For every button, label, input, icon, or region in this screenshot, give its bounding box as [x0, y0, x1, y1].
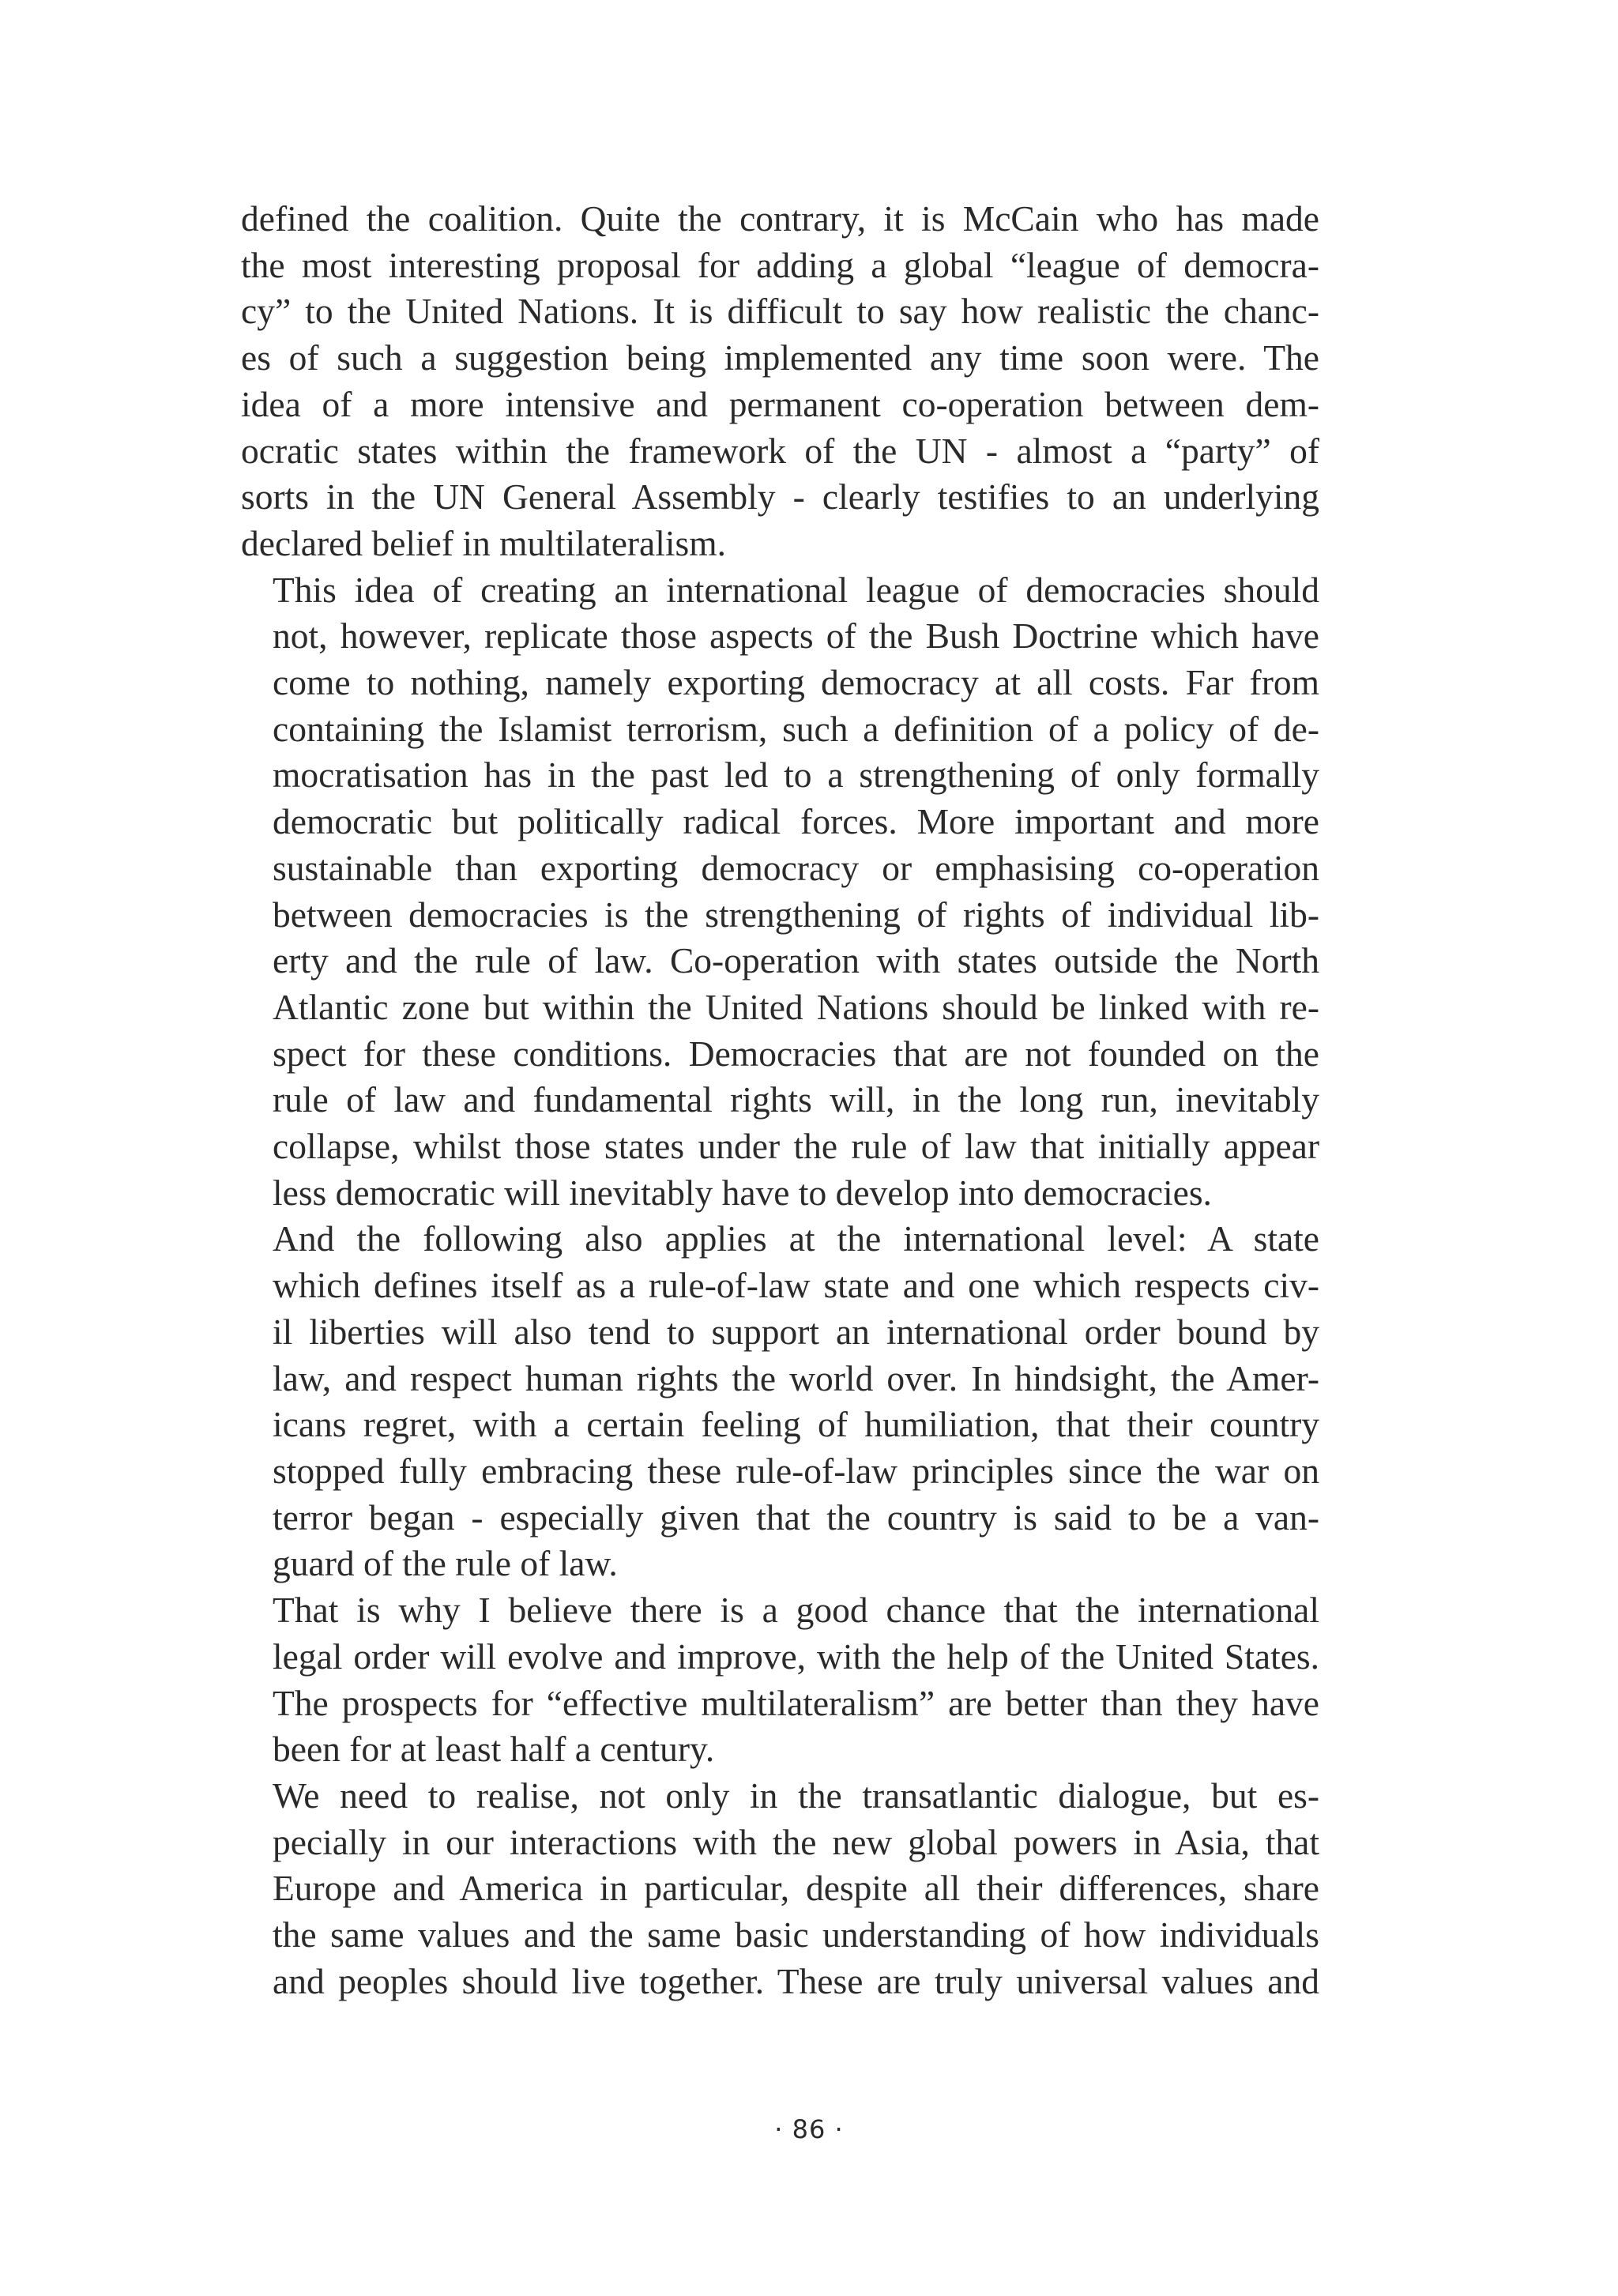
- text-line: the most interesting proposal for adding a global “league of democra-: [241, 244, 1319, 285]
- paragraph-1: [241, 196, 1319, 567]
- text-line: rule of law and fundamental rights will, in the long run, inevitably: [273, 1079, 1319, 1120]
- text-line: legal order will evolve and improve, with the help of the United States.: [273, 1635, 1319, 1677]
- text-line: cy” to the United Nations. It is difficult to say how realistic the chanc-: [241, 291, 1319, 332]
- text-line: law, and respect human rights the world over. In hindsight, the Amer-: [273, 1357, 1319, 1398]
- text-line: been for at least half a century.: [273, 1729, 715, 1770]
- text-line: The prospects for “effective multilateralism” are better than they have: [273, 1682, 1319, 1723]
- text-line: less democratic will inevitably have to develop into democracies.: [273, 1172, 1212, 1213]
- text-line: guard of the rule of law.: [273, 1543, 618, 1584]
- text-line: defined the coalition. Quite the contrary, it is McCain who has made: [241, 198, 1319, 239]
- text-line: pecially in our interactions with the new global powers in Asia, that: [273, 1821, 1319, 1862]
- text-line: idea of a more intensive and permanent co-operation between dem-: [241, 383, 1319, 424]
- text-line: mocratisation has in the past led to a strengthening of only formally: [273, 755, 1319, 796]
- text-line: We need to realise, not only in the transatlantic dialogue, but es-: [273, 1775, 1319, 1816]
- text-line: terror began - especially given that the country is said to be a van-: [273, 1496, 1319, 1538]
- text-line: and peoples should live together. These are truly universal values and: [273, 1960, 1319, 2001]
- paragraph-4: [241, 1587, 1319, 1773]
- text-line: containing the Islamist terrorism, such a definition of a policy of de-: [273, 708, 1319, 749]
- page-number: · 86 ·: [774, 2114, 844, 2144]
- text-line: icans regret, with a certain feeling of humiliation, that their country: [273, 1404, 1319, 1445]
- text-line: between democracies is the strengthening of rights of individual lib-: [273, 894, 1319, 935]
- text-line: which defines itself as a rule-of-law state and one which respects civ-: [273, 1265, 1319, 1306]
- text-line: democratic but politically radical forces. More important and more: [273, 801, 1319, 842]
- paragraph-3: [241, 1216, 1319, 1587]
- text-line: Europe and America in particular, despite all their differences, share: [273, 1868, 1319, 1909]
- text-line: collapse, whilst those states under the rule of law that initially appear: [273, 1126, 1319, 1167]
- text-line: That is why I believe there is a good chance that the international: [273, 1590, 1319, 1631]
- text-line: not, however, replicate those aspects of the Bush Doctrine which have: [273, 615, 1319, 657]
- text-line: Atlantic zone but within the United Nations should be linked with re-: [273, 986, 1319, 1027]
- text-line: the same values and the same basic understanding of how individuals: [273, 1914, 1319, 1955]
- text-line: es of such a suggestion being implemented any time soon were. The: [241, 337, 1319, 378]
- text-line: This idea of creating an international league of democracies should: [273, 569, 1319, 610]
- text-line: declared belief in multilateralism.: [241, 522, 727, 563]
- text-line: erty and the rule of law. Co-operation with states outside the North: [273, 940, 1319, 981]
- text-line: stopped fully embracing these rule-of-law principles since the war on: [273, 1450, 1319, 1491]
- text-line: il liberties will also tend to support an international order bound by: [273, 1311, 1319, 1352]
- text-line: spect for these conditions. Democracies that are not founded on the: [273, 1033, 1319, 1074]
- text-line: come to nothing, namely exporting democracy at all costs. Far from: [273, 662, 1319, 703]
- text-line: sorts in the UN General Assembly - clearly testifies to an underlying: [241, 476, 1319, 518]
- text-line: sustainable than exporting democracy or emphasising co-operation: [273, 847, 1319, 888]
- text-line: And the following also applies at the international level: A state: [273, 1218, 1319, 1259]
- paragraph-2: [241, 567, 1319, 1217]
- paragraph-5: [241, 1773, 1319, 2005]
- text-line: ocratic states within the framework of the UN - almost a “party” of: [241, 430, 1319, 471]
- body-text: [241, 196, 1319, 2004]
